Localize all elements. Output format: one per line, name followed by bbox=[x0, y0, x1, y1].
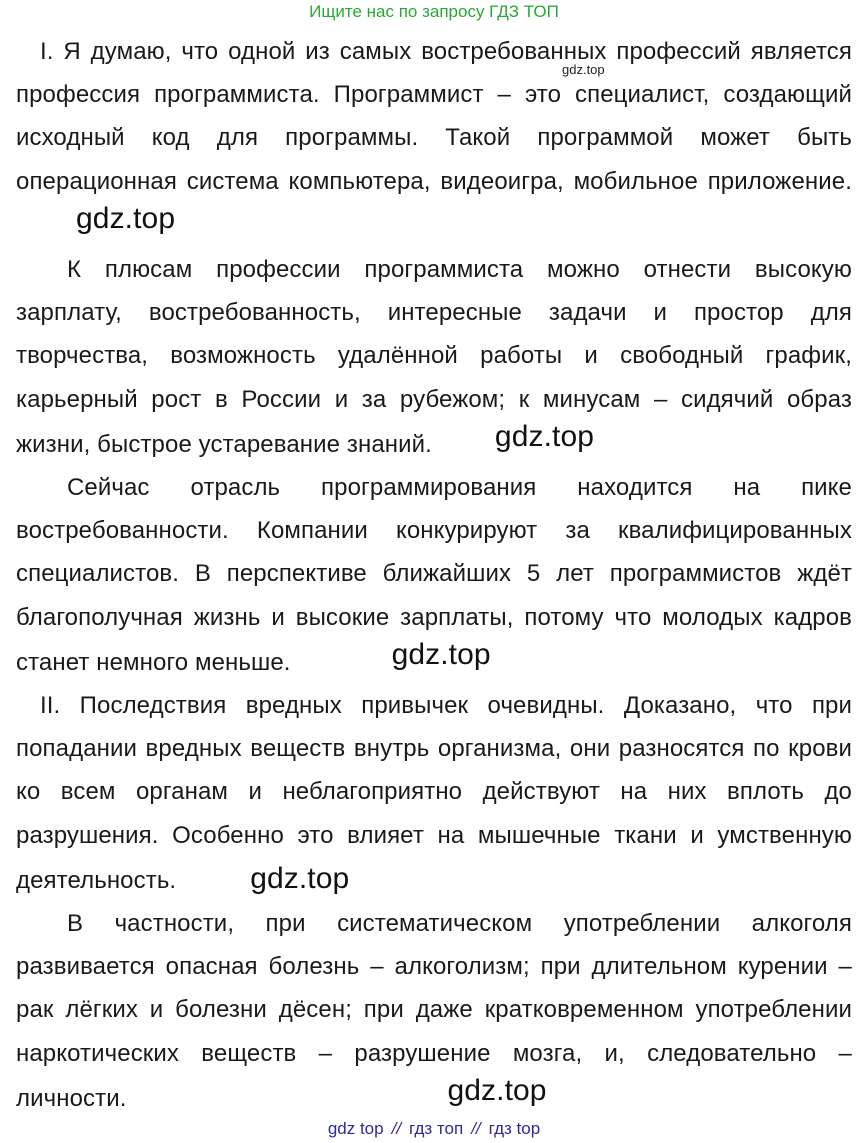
paragraph-4 bbox=[16, 684, 852, 902]
paragraph-5-text: В частности, при систематическом употреблении алкоголя развивается опасная болезнь – алкоголизм; при длительном курении – рак лёгких и болезни дёсен; при даже кратковременном употреблении наркотических веществ – разрушение мозга, и, следовательно – личности. bbox=[16, 910, 852, 1112]
watermark-4: gdz.top bbox=[250, 861, 350, 895]
watermark-3: gdz.top bbox=[391, 637, 491, 671]
watermark-2: gdz.top bbox=[494, 419, 595, 453]
footer-links bbox=[0, 1119, 868, 1139]
footer-link-3[interactable]: гдз top bbox=[488, 1119, 541, 1138]
paragraph-4-text: II. Последствия вредных привычек очевидны. Доказано, что при попадании вредных веществ внутрь организма, они разносятся по крови ко всем органам и неблагоприятно действуют на них вплоть до разрушения. Особенно это влияет на мышечные ткани и умственную деятельность. bbox=[16, 692, 852, 894]
watermark-1: gdz.top bbox=[76, 201, 176, 235]
footer-link-1[interactable]: gdz top bbox=[327, 1119, 384, 1138]
paragraph-3-text: Сейчас отрасль программирования находится на пике востребованности. Компании конкурируют за квалифицированных специалистов. В перспективе ближайших 5 лет программистов ждёт благополучная жизнь и высокие зарплаты, потому что молодых кадров станет немного меньше. bbox=[16, 474, 852, 676]
paragraph-3 bbox=[16, 466, 852, 684]
footer-link-2[interactable]: гдз топ bbox=[409, 1119, 464, 1138]
paragraph-2 bbox=[16, 248, 852, 466]
paragraph-1 bbox=[16, 30, 852, 248]
header-search-hint[interactable]: Ищите нас по запросу ГДЗ ТОП bbox=[309, 2, 559, 21]
paragraph-1-text: I. Я думаю, что одной из самых востребованных профессий является профессия программиста. Программист – это специалист, создающий исходный код для программы. Такой программой может быть операционная система компьютера, видеоигра, мобильное приложение. bbox=[16, 38, 852, 195]
footer-separator-1: // bbox=[391, 1119, 402, 1138]
document-body bbox=[16, 30, 852, 1120]
watermark-5: gdz.top bbox=[447, 1073, 547, 1107]
footer-separator-2: // bbox=[471, 1119, 481, 1138]
small-watermark: gdz.top bbox=[562, 62, 605, 77]
paragraph-2-text: К плюсам профессии программиста можно отнести высокую зарплату, востребованность, интересные задачи и простор для творчества, возможность удалённой работы и свободный график, карьерный рост в России и за рубежом; к минусам – сидячий образ жизни, быстрое устаревание знаний. bbox=[16, 256, 852, 458]
paragraph-5 bbox=[16, 902, 852, 1120]
